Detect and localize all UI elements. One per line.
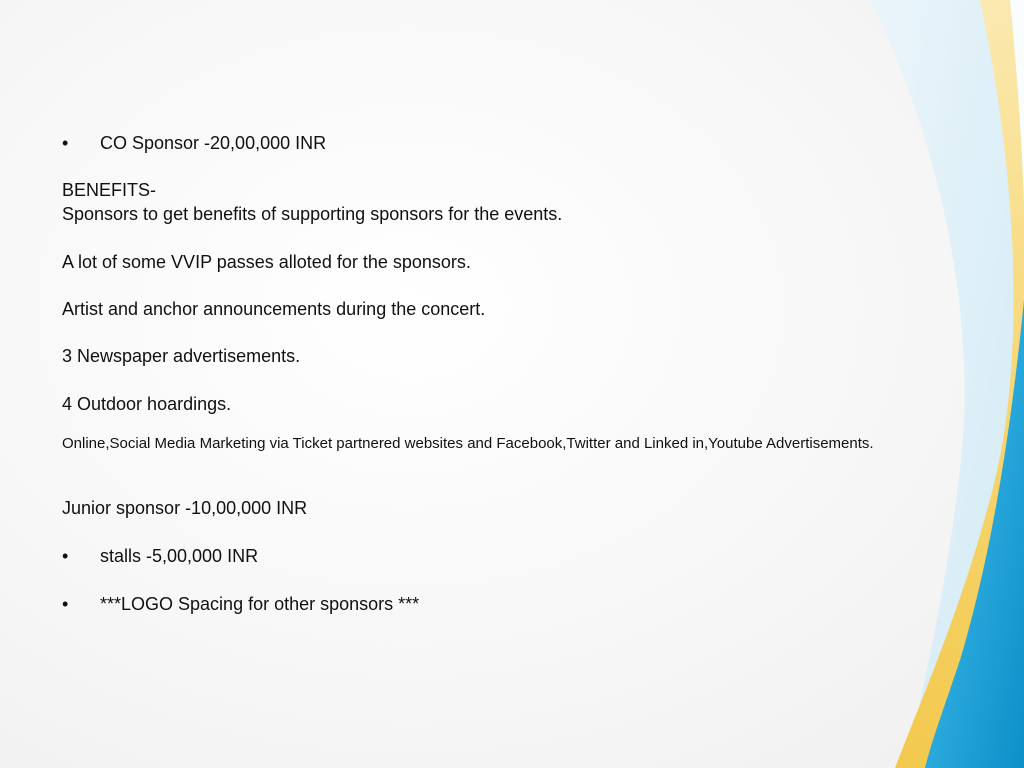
benefit-item: 3 Newspaper advertisements. <box>62 346 301 366</box>
logo-spacing-item <box>62 592 882 616</box>
logo-spacing-text: ***LOGO Spacing for other sponsors *** <box>100 594 420 614</box>
bullet-icon: • <box>62 594 69 614</box>
benefits-heading: BENEFITS- <box>62 180 157 200</box>
slide-content <box>62 131 882 616</box>
junior-sponsor-text: Junior sponsor -10,00,000 INR <box>62 498 308 518</box>
bullet-icon: • <box>62 133 69 153</box>
benefit-item: Artist and anchor announcements during the concert. <box>62 299 486 319</box>
stalls-item <box>62 544 882 568</box>
benefit-item: A lot of some VVIP passes alloted for the sponsors. <box>62 252 471 272</box>
co-sponsor-text: CO Sponsor -20,00,000 INR <box>100 133 327 153</box>
benefit-item: 4 Outdoor hoardings. <box>62 394 232 414</box>
bullet-icon: • <box>62 546 69 566</box>
online-marketing-text: Online,Social Media Marketing via Ticket partnered websites and Facebook,Twitter and Linked in,Youtube Advertisements. <box>62 435 874 452</box>
benefit-item: Sponsors to get benefits of supporting sponsors for the events. <box>62 204 563 224</box>
stalls-text: stalls -5,00,000 INR <box>100 546 259 566</box>
co-sponsor-item <box>62 131 882 155</box>
